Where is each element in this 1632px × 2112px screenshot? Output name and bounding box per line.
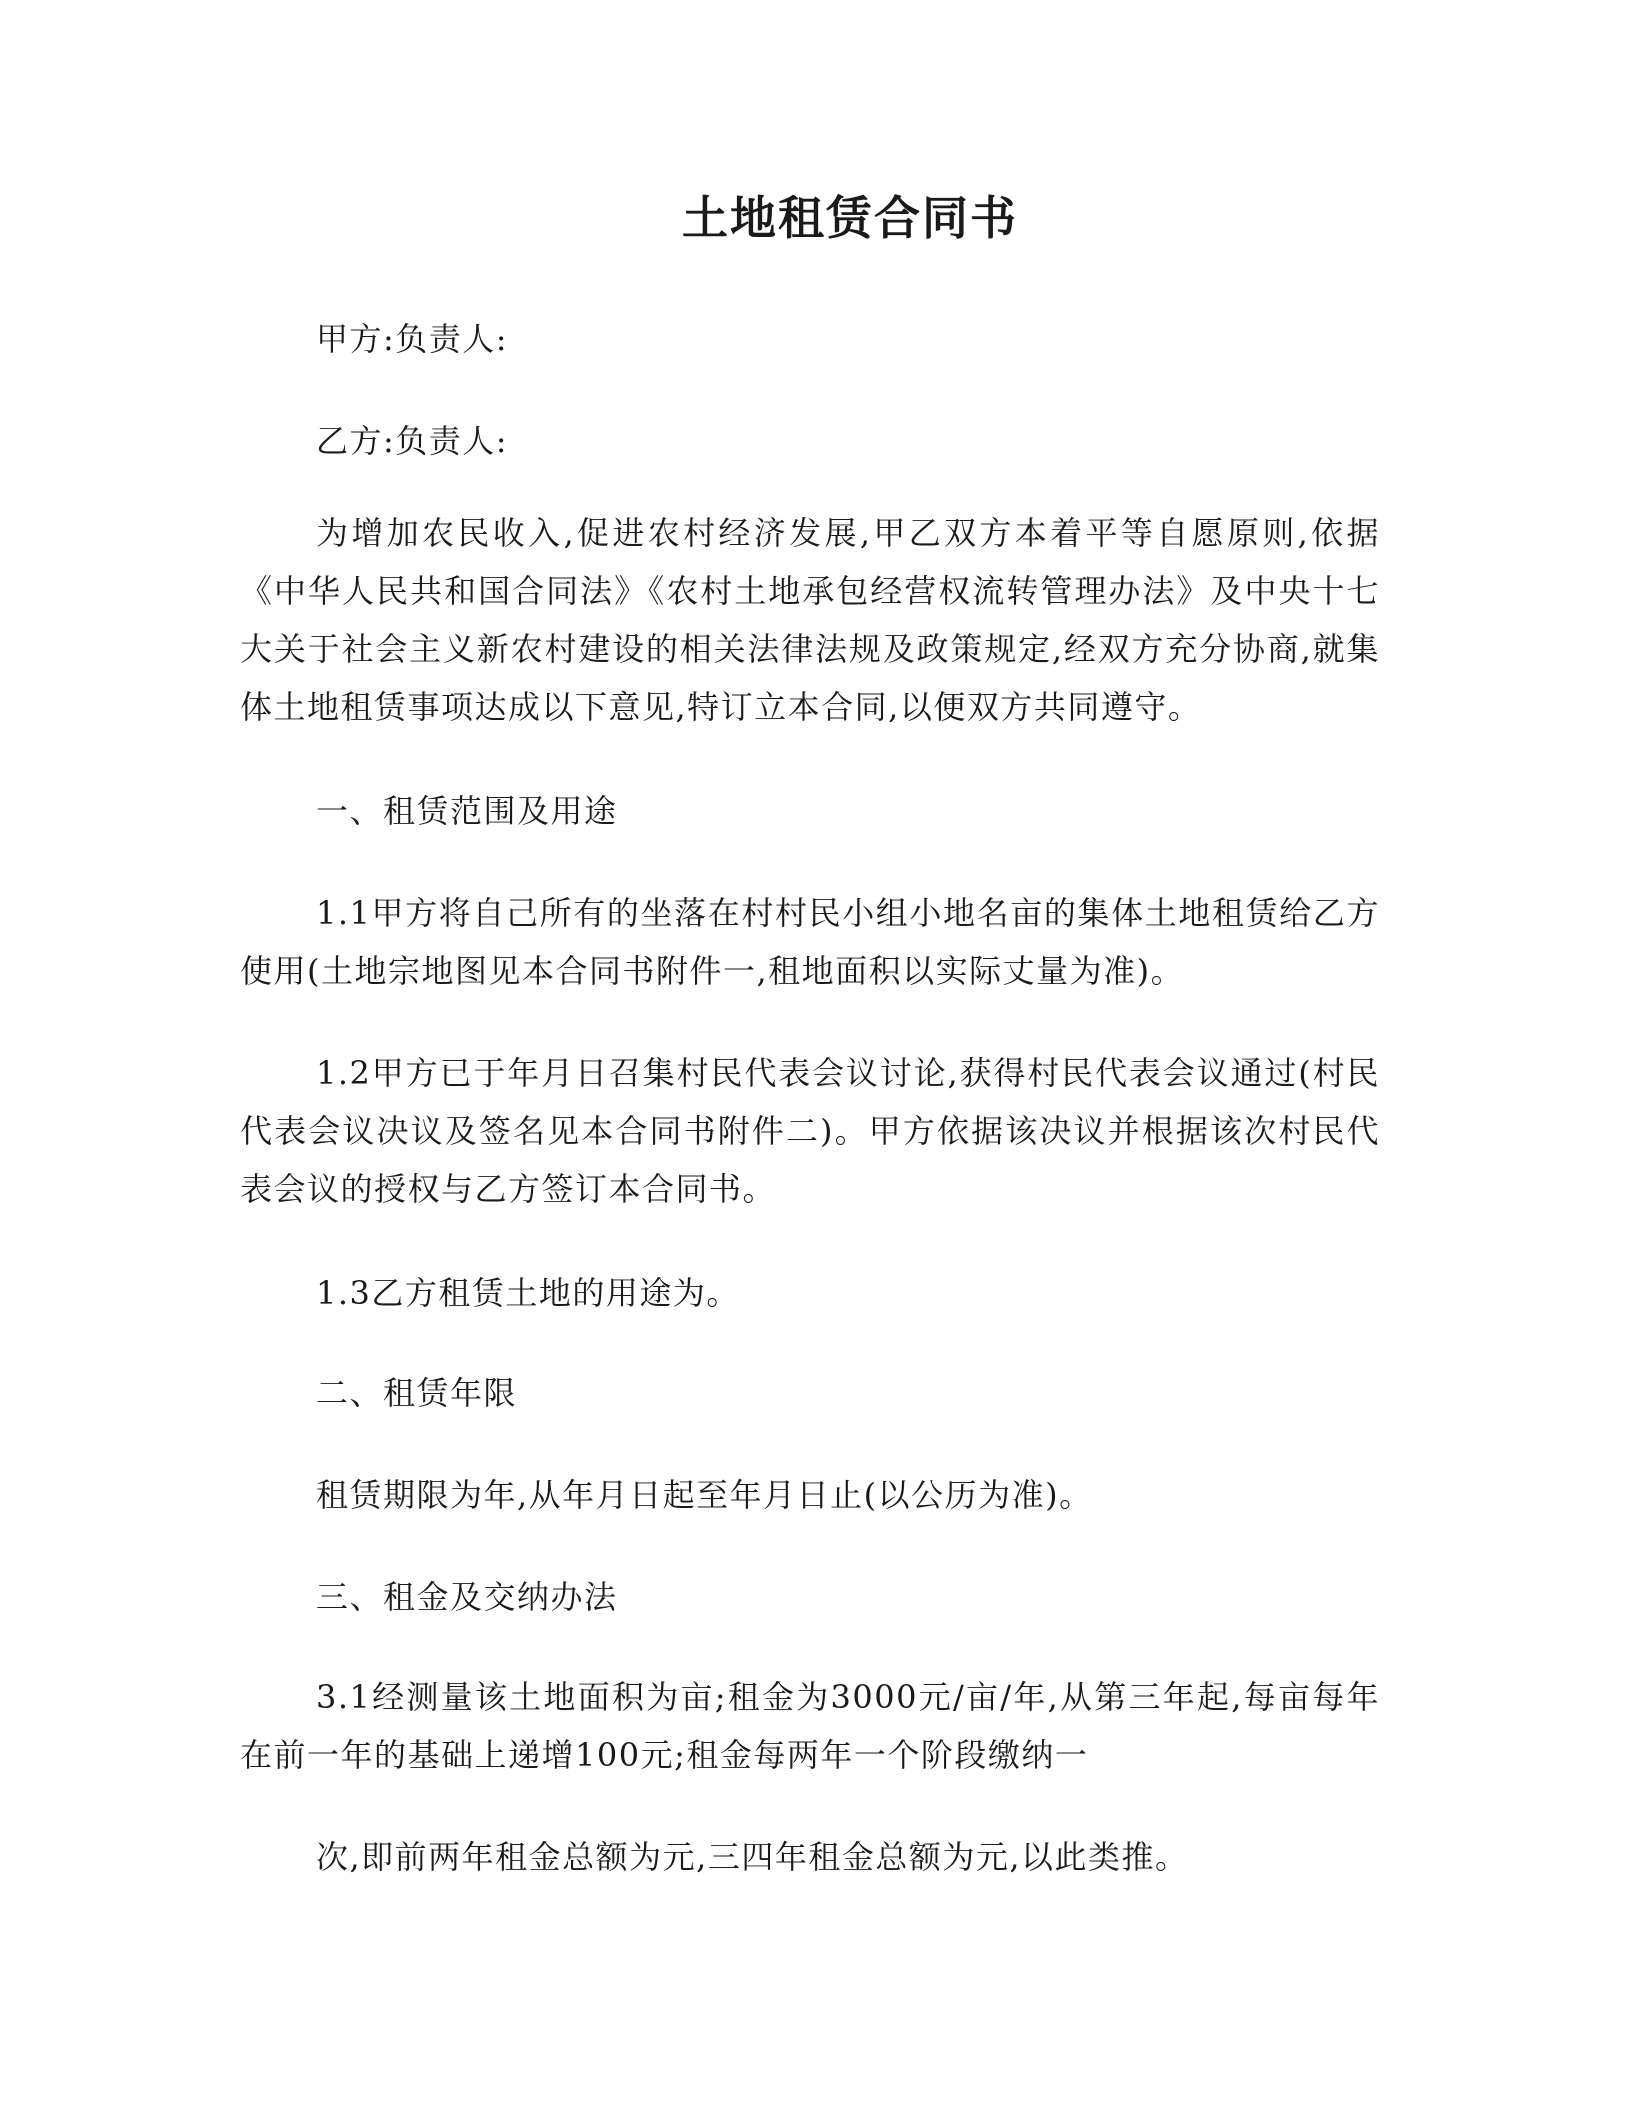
lease-term-paragraph: 租赁期限为年,从年月日起至年月日止(以公历为准)。 bbox=[316, 1476, 1093, 1514]
preamble-paragraph: 为增加农民收入,促进农村经济发展,甲乙双方本着平等自愿原则,依据《中华人民共和国合同法》《农村土地承包经营权流转管理办法》及中央十七大关于社会主义新农村建设的相关法律法规及政策规定,经双方充分协商,就集体土地租赁事项达成以下意见,特订立本合同,以便双方共同遵守。 bbox=[240, 514, 1380, 726]
section-1-heading: 一、租赁范围及用途 bbox=[316, 792, 618, 830]
section-2-heading: 二、租赁年限 bbox=[316, 1374, 518, 1412]
clause-1-2: 1.2甲方已于年月日召集村民代表会议讨论,获得村民代表会议通过(村民代表会议决议及签名见本合同书附件二)。甲方依据该决议并根据该次村民代表会议的授权与乙方签订本合同书。 bbox=[240, 1054, 1380, 1208]
clause-1-3: 1.3乙方租赁土地的用途为。 bbox=[316, 1274, 740, 1312]
clause-3-1-continued: 次,即前两年租金总额为元,三四年租金总额为元,以此类推。 bbox=[316, 1838, 1189, 1876]
section-3-heading: 三、租金及交纳办法 bbox=[316, 1578, 618, 1616]
clause-3-1: 3.1经测量该土地面积为亩;租金为3000元/亩/年,从第三年起,每亩每年在前一年的基础上递增100元;租金每两年一个阶段缴纳一 bbox=[240, 1678, 1380, 1774]
document-title: 土地租赁合同书 bbox=[682, 191, 1018, 245]
party-b-line: 乙方:负责人: bbox=[316, 422, 509, 460]
clause-1-1: 1.1甲方将自己所有的坐落在村村民小组小地名亩的集体土地租赁给乙方使用(土地宗地图见本合同书附件一,租地面积以实际丈量为准)。 bbox=[240, 894, 1380, 990]
party-a-line: 甲方:负责人: bbox=[316, 320, 509, 358]
